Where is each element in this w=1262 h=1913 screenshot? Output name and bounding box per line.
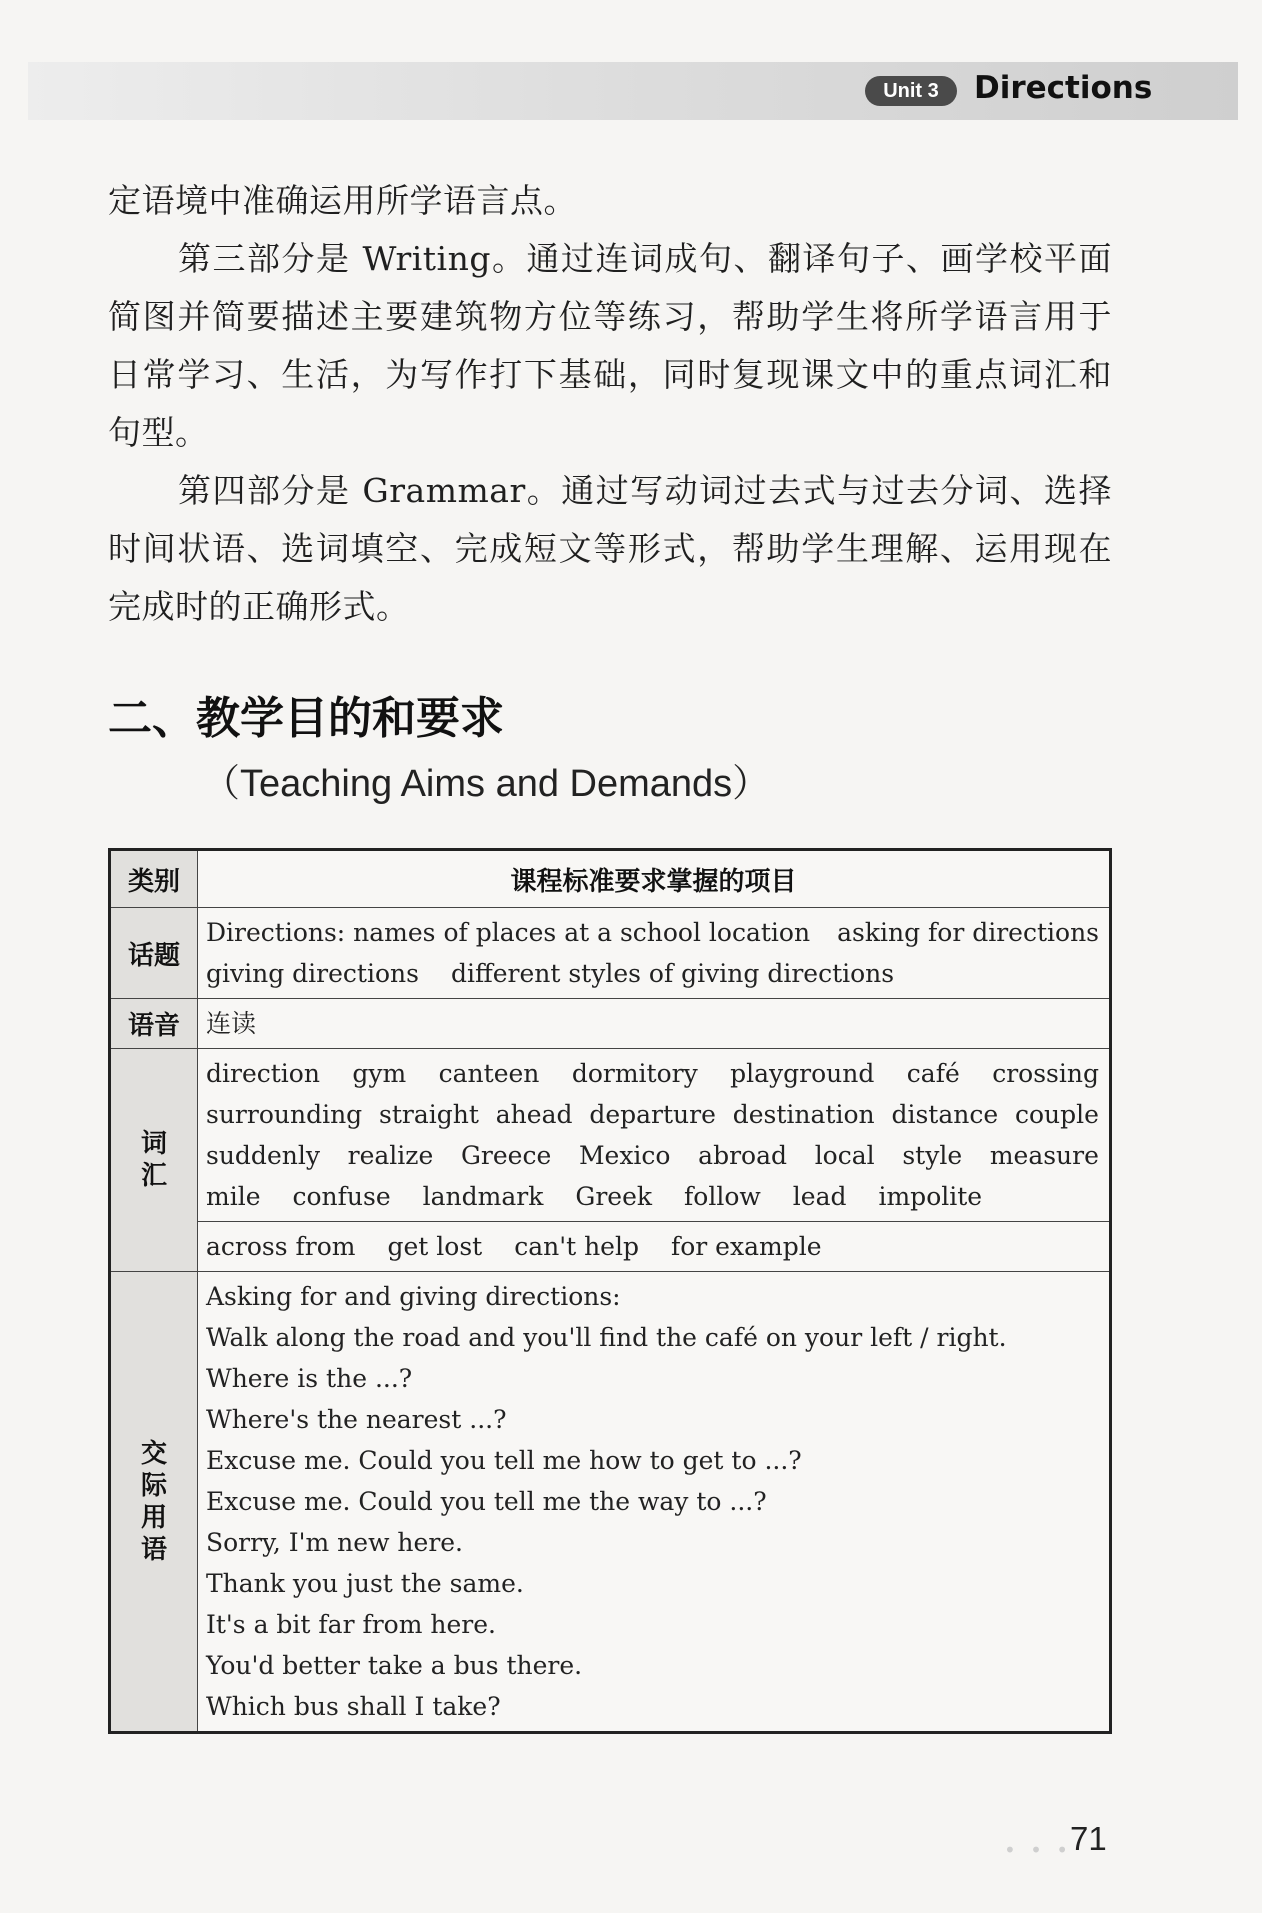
header-category-cell: 类别 xyxy=(110,850,198,908)
phrase-row xyxy=(206,1226,1099,1267)
list-item: local xyxy=(814,1141,875,1170)
category-communication xyxy=(110,1272,198,1733)
category-phonetics: 语音 xyxy=(110,999,198,1049)
list-item: Thank you just the same. xyxy=(206,1569,524,1598)
list-item: Walk along the road and you'll find the café on your left / right. xyxy=(206,1323,1007,1352)
list-item: gym xyxy=(352,1059,407,1088)
vocab-row xyxy=(206,1094,1099,1135)
list-item: Where is the ...? xyxy=(206,1364,413,1393)
section-heading: 二、教学目的和要求 xyxy=(108,693,504,744)
table-row-vocabulary xyxy=(110,1049,1111,1222)
aims-table xyxy=(108,848,1112,1734)
list-item: Directions: names of places at a school location xyxy=(206,918,811,947)
list-item: can't help xyxy=(514,1232,639,1261)
page-number: 71 xyxy=(1070,1820,1107,1857)
list-item: direction xyxy=(206,1059,320,1088)
list-item: abroad xyxy=(698,1141,787,1170)
section-subheading: （Teaching Aims and Demands） xyxy=(202,763,771,805)
category-topic: 话题 xyxy=(110,908,198,999)
paragraph-continued: 定语境中准确运用所学语言点。 xyxy=(108,181,577,220)
vocabulary-words xyxy=(198,1049,1111,1222)
list-item: style xyxy=(902,1141,963,1170)
paragraph-writing: 第三部分是 Writing。通过连词成句、翻译句子、画学校平面简图并简要描述主要建筑物方位等练习，帮助学生将所学语言用于日常学习、生活，为写作打下基础，同时复现课文中的重点词汇和句型。 xyxy=(108,239,1112,452)
phonetics-content: 连读 xyxy=(198,999,1111,1049)
list-item: Excuse me. Could you tell me the way to ...? xyxy=(206,1487,767,1516)
table-row-phonetics xyxy=(110,999,1111,1049)
list-item: straight xyxy=(379,1100,479,1129)
list-item: lead xyxy=(792,1182,847,1211)
category-communication-label: 交际用语 xyxy=(140,1438,167,1565)
vocab-row xyxy=(206,1053,1099,1094)
list-item: ahead xyxy=(495,1100,573,1129)
list-item: giving directions xyxy=(206,959,419,988)
list-item: asking for directions xyxy=(837,918,1099,947)
communication-content xyxy=(198,1272,1111,1733)
list-item: suddenly xyxy=(206,1141,320,1170)
list-item: café xyxy=(906,1059,960,1088)
list-item: playground xyxy=(730,1059,875,1088)
list-item: Which bus shall I take? xyxy=(206,1692,501,1721)
list-item: for example xyxy=(670,1232,822,1261)
category-vocabulary xyxy=(110,1049,198,1272)
vocabulary-phrases xyxy=(198,1222,1111,1272)
list-item: surrounding xyxy=(206,1100,363,1129)
list-item: Greek xyxy=(575,1182,653,1211)
list-item: Mexico xyxy=(578,1141,671,1170)
vocab-row xyxy=(206,1176,1099,1217)
list-item: couple xyxy=(1015,1100,1099,1129)
list-item: Where's the nearest ...? xyxy=(206,1405,507,1434)
list-item: mile xyxy=(206,1182,261,1211)
topic-content xyxy=(198,908,1111,999)
list-item: dormitory xyxy=(571,1059,698,1088)
list-item: Asking for and giving directions: xyxy=(206,1282,621,1311)
list-item: realize xyxy=(347,1141,434,1170)
list-item: different styles of giving directions xyxy=(450,959,895,988)
table-row-phrases xyxy=(110,1222,1111,1272)
topic-line-1 xyxy=(206,912,1099,953)
list-item: measure xyxy=(989,1141,1099,1170)
table-header-row xyxy=(110,850,1111,908)
aims-table-grid xyxy=(108,848,1112,1734)
list-item: confuse xyxy=(292,1182,391,1211)
page-dots-decoration: • • • xyxy=(1004,1838,1073,1862)
unit-badge: Unit 3 xyxy=(865,76,957,106)
category-vocabulary-label: 词汇 xyxy=(140,1129,167,1191)
list-item: crossing xyxy=(992,1059,1099,1088)
list-item: Greece xyxy=(460,1141,552,1170)
list-item: distance xyxy=(891,1100,999,1129)
table-row-topic xyxy=(110,908,1111,999)
list-item: get lost xyxy=(387,1232,483,1261)
page-header xyxy=(28,62,1238,120)
list-item: canteen xyxy=(438,1059,540,1088)
list-item: You'd better take a bus there. xyxy=(206,1651,583,1680)
list-item: Sorry, I'm new here. xyxy=(206,1528,464,1557)
list-item: landmark xyxy=(422,1182,544,1211)
list-item: departure xyxy=(589,1100,716,1129)
table-row-communication xyxy=(110,1272,1111,1733)
list-item: across from xyxy=(206,1232,356,1261)
list-item: follow xyxy=(684,1182,761,1211)
list-item: Excuse me. Could you tell me how to get to ...? xyxy=(206,1446,802,1475)
paragraph-grammar: 第四部分是 Grammar。通过写动词过去式与过去分词、选择时间状语、选词填空、完成短文等形式，帮助学生理解、运用现在完成时的正确形式。 xyxy=(108,471,1112,626)
list-item: destination xyxy=(732,1100,875,1129)
list-item: It's a bit far from here. xyxy=(206,1610,496,1639)
topic-line-2 xyxy=(206,953,1099,994)
unit-title: Directions xyxy=(974,70,1153,106)
header-items-cell: 课程标准要求掌握的项目 xyxy=(198,850,1111,908)
list-item: impolite xyxy=(878,1182,983,1211)
vocab-row xyxy=(206,1135,1099,1176)
body-text xyxy=(108,172,1112,636)
